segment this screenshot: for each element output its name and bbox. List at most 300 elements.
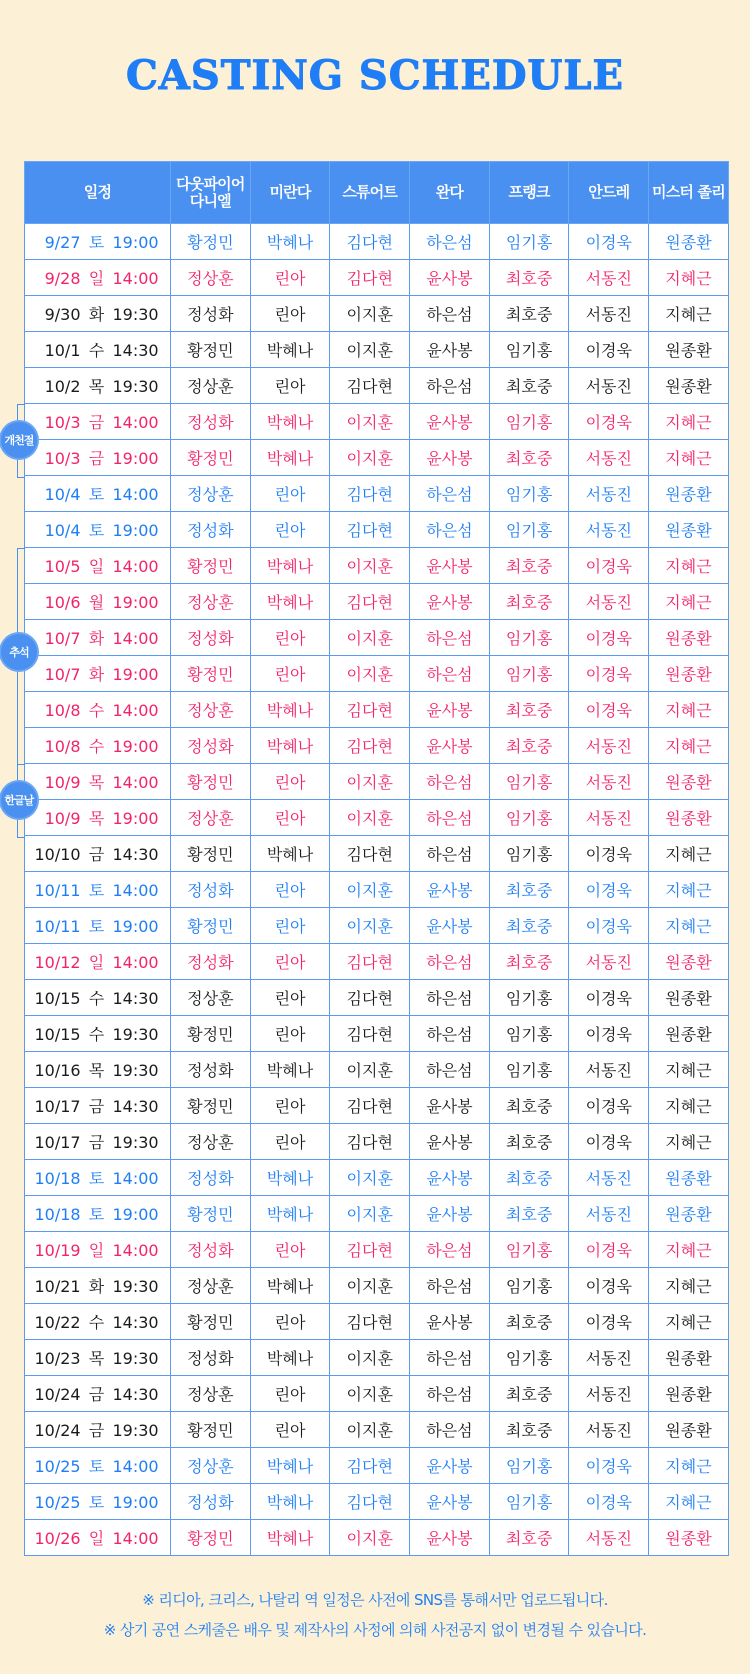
footnote: ※ 상기 공연 스케줄은 배우 및 제작사의 사정에 의해 사전공지 없이 변경될 수 있습니다. — [103, 1621, 647, 1639]
cast-cell: 정상훈 — [171, 1268, 251, 1304]
performance-day: 월 — [88, 593, 105, 612]
cast-cell: 린아 — [250, 872, 330, 908]
cast-cell: 하은섬 — [410, 476, 490, 512]
cast-cell: 임기홍 — [489, 1484, 569, 1520]
performance-time: 19:30 — [112, 1061, 159, 1080]
cast-cell: 최호중 — [489, 1088, 569, 1124]
cast-cell: 이지훈 — [330, 1376, 410, 1412]
performance-day: 금 — [88, 449, 105, 468]
cast-cell: 이경욱 — [569, 656, 649, 692]
performance-day: 목 — [88, 1349, 105, 1368]
cast-cell: 황정민 — [171, 1304, 251, 1340]
cast-cell: 정상훈 — [171, 980, 251, 1016]
cast-cell: 정성화 — [171, 1052, 251, 1088]
cast-cell: 김다현 — [330, 584, 410, 620]
cast-cell: 원종환 — [649, 800, 729, 836]
cast-cell: 최호중 — [489, 368, 569, 404]
cast-cell: 임기홍 — [489, 980, 569, 1016]
cast-cell: 이경욱 — [569, 1124, 649, 1160]
performance-date: 10/9 — [44, 773, 81, 792]
footnote: ※ 리디아, 크리스, 나탈리 역 일정은 사전에 SNS를 통해서만 업로드됩니다. — [142, 1591, 608, 1609]
cast-cell: 린아 — [250, 1304, 330, 1340]
cast-cell: 하은섬 — [410, 1052, 490, 1088]
performance-datetime — [25, 1088, 171, 1124]
cast-cell: 임기홍 — [489, 1340, 569, 1376]
performance-day: 수 — [88, 341, 105, 360]
header-role: 미란다 — [250, 162, 330, 224]
performance-time: 14:30 — [112, 1313, 159, 1332]
performance-date: 10/11 — [34, 881, 81, 900]
performance-time: 14:00 — [112, 1457, 159, 1476]
cast-cell: 윤사봉 — [410, 1160, 490, 1196]
cast-cell: 원종환 — [649, 1016, 729, 1052]
cast-cell: 서동진 — [569, 1196, 649, 1232]
performance-day: 토 — [88, 521, 105, 540]
cast-cell: 원종환 — [649, 656, 729, 692]
performance-day: 토 — [88, 881, 105, 900]
cast-cell: 린아 — [250, 1016, 330, 1052]
performance-date: 10/25 — [34, 1457, 81, 1476]
cast-cell: 지혜근 — [649, 1448, 729, 1484]
cast-cell: 린아 — [250, 512, 330, 548]
cast-cell: 윤사봉 — [410, 584, 490, 620]
performance-datetime — [25, 1376, 171, 1412]
cast-cell: 박혜나 — [250, 224, 330, 260]
table-row — [25, 296, 729, 332]
cast-cell: 이지훈 — [330, 1052, 410, 1088]
cast-cell: 김다현 — [330, 260, 410, 296]
cast-cell: 지혜근 — [649, 692, 729, 728]
header-role: 다웃파이어 다니엘 — [171, 162, 251, 224]
cast-cell: 하은섬 — [410, 800, 490, 836]
cast-cell: 임기홍 — [489, 512, 569, 548]
performance-date: 10/17 — [34, 1097, 81, 1116]
cast-cell: 김다현 — [330, 980, 410, 1016]
performance-day: 토 — [88, 1205, 105, 1224]
cast-cell: 이지훈 — [330, 1412, 410, 1448]
cast-cell: 임기홍 — [489, 1232, 569, 1268]
cast-cell: 원종환 — [649, 944, 729, 980]
cast-cell: 임기홍 — [489, 800, 569, 836]
performance-date: 10/11 — [34, 917, 81, 936]
holiday-badge: 추석 — [1, 634, 37, 670]
cast-cell: 정상훈 — [171, 260, 251, 296]
cast-cell: 윤사봉 — [410, 260, 490, 296]
cast-cell: 서동진 — [569, 1412, 649, 1448]
cast-cell: 최호중 — [489, 440, 569, 476]
performance-time: 19:30 — [112, 1421, 159, 1440]
table-row — [25, 476, 729, 512]
performance-datetime — [25, 692, 171, 728]
performance-date: 10/18 — [34, 1205, 81, 1224]
cast-cell: 이경욱 — [569, 1088, 649, 1124]
performance-datetime — [25, 1412, 171, 1448]
performance-day: 토 — [88, 1493, 105, 1512]
performance-time: 14:00 — [112, 1169, 159, 1188]
cast-cell: 윤사봉 — [410, 1088, 490, 1124]
table-row — [25, 1448, 729, 1484]
cast-cell: 지혜근 — [649, 1088, 729, 1124]
cast-cell: 김다현 — [330, 224, 410, 260]
cast-cell: 린아 — [250, 1412, 330, 1448]
cast-cell: 황정민 — [171, 332, 251, 368]
cast-cell: 최호중 — [489, 1304, 569, 1340]
performance-date: 10/19 — [34, 1241, 81, 1260]
cast-cell: 박혜나 — [250, 1160, 330, 1196]
table-row — [25, 1304, 729, 1340]
cast-cell: 하은섬 — [410, 836, 490, 872]
table-row — [25, 836, 729, 872]
cast-cell: 지혜근 — [649, 584, 729, 620]
cast-cell: 박혜나 — [250, 1520, 330, 1556]
cast-cell: 정상훈 — [171, 368, 251, 404]
cast-cell: 원종환 — [649, 1520, 729, 1556]
cast-cell: 이경욱 — [569, 548, 649, 584]
performance-date: 10/3 — [44, 449, 81, 468]
performance-date: 10/4 — [44, 485, 81, 504]
cast-cell: 정성화 — [171, 1232, 251, 1268]
table-row — [25, 1340, 729, 1376]
cast-cell: 임기홍 — [489, 224, 569, 260]
cast-cell: 지혜근 — [649, 908, 729, 944]
performance-day: 목 — [88, 809, 105, 828]
cast-cell: 지혜근 — [649, 728, 729, 764]
performance-date: 10/3 — [44, 413, 81, 432]
performance-day: 금 — [88, 1133, 105, 1152]
cast-cell: 김다현 — [330, 1016, 410, 1052]
cast-cell: 서동진 — [569, 1052, 649, 1088]
cast-cell: 황정민 — [171, 908, 251, 944]
cast-cell: 지혜근 — [649, 872, 729, 908]
performance-day: 수 — [88, 1025, 105, 1044]
performance-datetime — [25, 476, 171, 512]
performance-day: 목 — [88, 773, 105, 792]
performance-time: 14:00 — [112, 701, 159, 720]
cast-cell: 김다현 — [330, 1304, 410, 1340]
cast-cell: 서동진 — [569, 368, 649, 404]
performance-day: 토 — [88, 1169, 105, 1188]
table-row — [25, 1520, 729, 1556]
cast-cell: 최호중 — [489, 1520, 569, 1556]
performance-time: 14:00 — [112, 557, 159, 576]
cast-cell: 하은섬 — [410, 656, 490, 692]
table-row — [25, 872, 729, 908]
cast-cell: 박혜나 — [250, 692, 330, 728]
cast-cell: 서동진 — [569, 1340, 649, 1376]
performance-date: 10/12 — [34, 953, 81, 972]
cast-cell: 최호중 — [489, 1124, 569, 1160]
table-row — [25, 224, 729, 260]
cast-cell: 박혜나 — [250, 1196, 330, 1232]
performance-day: 금 — [88, 1421, 105, 1440]
cast-cell: 황정민 — [171, 548, 251, 584]
cast-cell: 린아 — [250, 260, 330, 296]
table-row — [25, 764, 729, 800]
cast-cell: 린아 — [250, 1088, 330, 1124]
performance-datetime — [25, 1196, 171, 1232]
performance-time: 14:00 — [112, 773, 159, 792]
cast-cell: 하은섬 — [410, 944, 490, 980]
performance-time: 19:00 — [112, 521, 159, 540]
cast-cell: 이지훈 — [330, 296, 410, 332]
cast-cell: 이지훈 — [330, 332, 410, 368]
performance-day: 토 — [88, 485, 105, 504]
table-row — [25, 332, 729, 368]
performance-date: 10/24 — [34, 1421, 81, 1440]
performance-datetime — [25, 224, 171, 260]
cast-cell: 최호중 — [489, 584, 569, 620]
cast-cell: 이지훈 — [330, 1268, 410, 1304]
cast-cell: 서동진 — [569, 440, 649, 476]
cast-cell: 김다현 — [330, 944, 410, 980]
cast-cell: 이경욱 — [569, 1232, 649, 1268]
performance-time: 14:00 — [112, 269, 159, 288]
cast-cell: 박혜나 — [250, 1268, 330, 1304]
performance-datetime — [25, 656, 171, 692]
cast-cell: 린아 — [250, 800, 330, 836]
performance-day: 수 — [88, 701, 105, 720]
cast-cell: 황정민 — [171, 1196, 251, 1232]
cast-cell: 서동진 — [569, 1520, 649, 1556]
cast-cell: 황정민 — [171, 836, 251, 872]
cast-cell: 하은섬 — [410, 1268, 490, 1304]
cast-cell: 원종환 — [649, 224, 729, 260]
table-row — [25, 404, 729, 440]
cast-cell: 원종환 — [649, 1412, 729, 1448]
cast-cell: 황정민 — [171, 1412, 251, 1448]
table-row — [25, 512, 729, 548]
cast-cell: 서동진 — [569, 728, 649, 764]
performance-day: 토 — [88, 233, 105, 252]
cast-cell: 임기홍 — [489, 1052, 569, 1088]
cast-cell: 정성화 — [171, 620, 251, 656]
cast-cell: 황정민 — [171, 1520, 251, 1556]
cast-cell: 하은섬 — [410, 620, 490, 656]
cast-cell: 임기홍 — [489, 332, 569, 368]
performance-date: 10/7 — [44, 665, 81, 684]
performance-datetime — [25, 1052, 171, 1088]
cast-cell: 이지훈 — [330, 800, 410, 836]
cast-cell: 이경욱 — [569, 1268, 649, 1304]
cast-cell: 원종환 — [649, 764, 729, 800]
performance-day: 화 — [88, 305, 105, 324]
performance-date: 10/16 — [34, 1061, 81, 1080]
cast-cell: 김다현 — [330, 1088, 410, 1124]
cast-cell: 서동진 — [569, 1376, 649, 1412]
cast-cell: 최호중 — [489, 944, 569, 980]
header-role: 안드레 — [569, 162, 649, 224]
performance-date: 9/27 — [44, 233, 81, 252]
performance-datetime — [25, 800, 171, 836]
performance-datetime — [25, 1484, 171, 1520]
cast-cell: 서동진 — [569, 800, 649, 836]
cast-cell: 황정민 — [171, 1088, 251, 1124]
cast-cell: 지혜근 — [649, 1052, 729, 1088]
cast-cell: 정성화 — [171, 1484, 251, 1520]
performance-date: 10/1 — [44, 341, 81, 360]
cast-cell: 임기홍 — [489, 404, 569, 440]
performance-date: 10/25 — [34, 1493, 81, 1512]
cast-cell: 김다현 — [330, 368, 410, 404]
cast-cell: 임기홍 — [489, 656, 569, 692]
performance-date: 9/30 — [44, 305, 81, 324]
cast-cell: 이경욱 — [569, 404, 649, 440]
table-row — [25, 944, 729, 980]
cast-cell: 윤사봉 — [410, 1196, 490, 1232]
table-row — [25, 980, 729, 1016]
cast-cell: 이지훈 — [330, 440, 410, 476]
performance-time: 19:00 — [112, 593, 159, 612]
cast-cell: 원종환 — [649, 476, 729, 512]
cast-cell: 하은섬 — [410, 1376, 490, 1412]
cast-cell: 지혜근 — [649, 1268, 729, 1304]
cast-cell: 윤사봉 — [410, 332, 490, 368]
performance-date: 10/15 — [34, 989, 81, 1008]
table-row — [25, 1376, 729, 1412]
performance-time: 14:30 — [112, 989, 159, 1008]
performance-datetime — [25, 1268, 171, 1304]
cast-cell: 김다현 — [330, 1124, 410, 1160]
cast-cell: 윤사봉 — [410, 1124, 490, 1160]
cast-cell: 하은섬 — [410, 296, 490, 332]
performance-date: 10/8 — [44, 701, 81, 720]
cast-cell: 원종환 — [649, 980, 729, 1016]
cast-cell: 정성화 — [171, 404, 251, 440]
cast-cell: 정성화 — [171, 512, 251, 548]
cast-cell: 이경욱 — [569, 224, 649, 260]
performance-date: 10/9 — [44, 809, 81, 828]
table-body — [25, 224, 729, 1556]
performance-date: 10/15 — [34, 1025, 81, 1044]
performance-datetime — [25, 1520, 171, 1556]
cast-cell: 이지훈 — [330, 548, 410, 584]
cast-cell: 김다현 — [330, 1448, 410, 1484]
performance-day: 목 — [88, 1061, 105, 1080]
cast-cell: 이지훈 — [330, 620, 410, 656]
performance-time: 14:30 — [112, 341, 159, 360]
performance-date: 10/26 — [34, 1529, 81, 1548]
cast-cell: 최호중 — [489, 1160, 569, 1196]
performance-day: 금 — [88, 1385, 105, 1404]
cast-cell: 윤사봉 — [410, 1448, 490, 1484]
performance-date: 10/8 — [44, 737, 81, 756]
performance-day: 수 — [88, 989, 105, 1008]
cast-cell: 이지훈 — [330, 1520, 410, 1556]
table-row — [25, 1268, 729, 1304]
cast-cell: 이지훈 — [330, 908, 410, 944]
cast-cell: 임기홍 — [489, 476, 569, 512]
performance-time: 19:00 — [112, 449, 159, 468]
cast-cell: 임기홍 — [489, 620, 569, 656]
cast-cell: 박혜나 — [250, 332, 330, 368]
cast-cell: 윤사봉 — [410, 1520, 490, 1556]
cast-cell: 린아 — [250, 944, 330, 980]
table-row — [25, 908, 729, 944]
performance-day: 화 — [88, 1277, 105, 1296]
cast-cell: 하은섬 — [410, 512, 490, 548]
performance-datetime — [25, 440, 171, 476]
cast-cell: 하은섬 — [410, 368, 490, 404]
performance-datetime — [25, 1304, 171, 1340]
performance-datetime — [25, 944, 171, 980]
cast-cell: 원종환 — [649, 1340, 729, 1376]
cast-cell: 서동진 — [569, 764, 649, 800]
table-row — [25, 656, 729, 692]
table-row — [25, 368, 729, 404]
performance-datetime — [25, 512, 171, 548]
cast-cell: 윤사봉 — [410, 404, 490, 440]
performance-time: 19:30 — [112, 1025, 159, 1044]
cast-cell: 지혜근 — [649, 1484, 729, 1520]
cast-cell: 서동진 — [569, 584, 649, 620]
performance-datetime — [25, 836, 171, 872]
performance-datetime — [25, 1448, 171, 1484]
cast-cell: 정상훈 — [171, 800, 251, 836]
cast-cell: 황정민 — [171, 656, 251, 692]
cast-cell: 이지훈 — [330, 1160, 410, 1196]
cast-cell: 지혜근 — [649, 440, 729, 476]
cast-cell: 지혜근 — [649, 1124, 729, 1160]
header-role: 미스터 졸리 — [649, 162, 729, 224]
cast-cell: 서동진 — [569, 476, 649, 512]
cast-cell: 하은섬 — [410, 224, 490, 260]
cast-cell: 임기홍 — [489, 1268, 569, 1304]
performance-time: 14:30 — [112, 1385, 159, 1404]
cast-cell: 정상훈 — [171, 1376, 251, 1412]
holiday-badge: 한글날 — [1, 782, 37, 818]
cast-cell: 임기홍 — [489, 764, 569, 800]
performance-date: 10/5 — [44, 557, 81, 576]
performance-time: 19:00 — [112, 917, 159, 936]
cast-cell: 이경욱 — [569, 332, 649, 368]
performance-time: 19:00 — [112, 737, 159, 756]
cast-cell: 최호중 — [489, 548, 569, 584]
cast-cell: 최호중 — [489, 872, 569, 908]
performance-datetime — [25, 1160, 171, 1196]
cast-cell: 원종환 — [649, 1196, 729, 1232]
cast-cell: 서동진 — [569, 260, 649, 296]
cast-cell: 윤사봉 — [410, 872, 490, 908]
table-row — [25, 1196, 729, 1232]
page-title: CASTING SCHEDULE — [125, 52, 625, 99]
casting-schedule-table — [24, 161, 729, 1556]
performance-datetime — [25, 332, 171, 368]
performance-day: 화 — [88, 629, 105, 648]
cast-cell: 하은섬 — [410, 1340, 490, 1376]
cast-cell: 이지훈 — [330, 872, 410, 908]
cast-cell: 이지훈 — [330, 1340, 410, 1376]
table-row — [25, 692, 729, 728]
header-row — [25, 162, 729, 224]
cast-cell: 최호중 — [489, 296, 569, 332]
cast-cell: 원종환 — [649, 1376, 729, 1412]
performance-time: 14:30 — [112, 845, 159, 864]
cast-cell: 이경욱 — [569, 908, 649, 944]
cast-cell: 린아 — [250, 1376, 330, 1412]
performance-date: 10/2 — [44, 377, 81, 396]
performance-datetime — [25, 1232, 171, 1268]
cast-cell: 이경욱 — [569, 836, 649, 872]
performance-day: 일 — [88, 1529, 105, 1548]
performance-date: 10/17 — [34, 1133, 81, 1152]
cast-cell: 정상훈 — [171, 1124, 251, 1160]
cast-cell: 지혜근 — [649, 404, 729, 440]
cast-cell: 황정민 — [171, 224, 251, 260]
performance-datetime — [25, 872, 171, 908]
cast-cell: 이지훈 — [330, 764, 410, 800]
cast-cell: 린아 — [250, 368, 330, 404]
performance-date: 10/21 — [34, 1277, 81, 1296]
